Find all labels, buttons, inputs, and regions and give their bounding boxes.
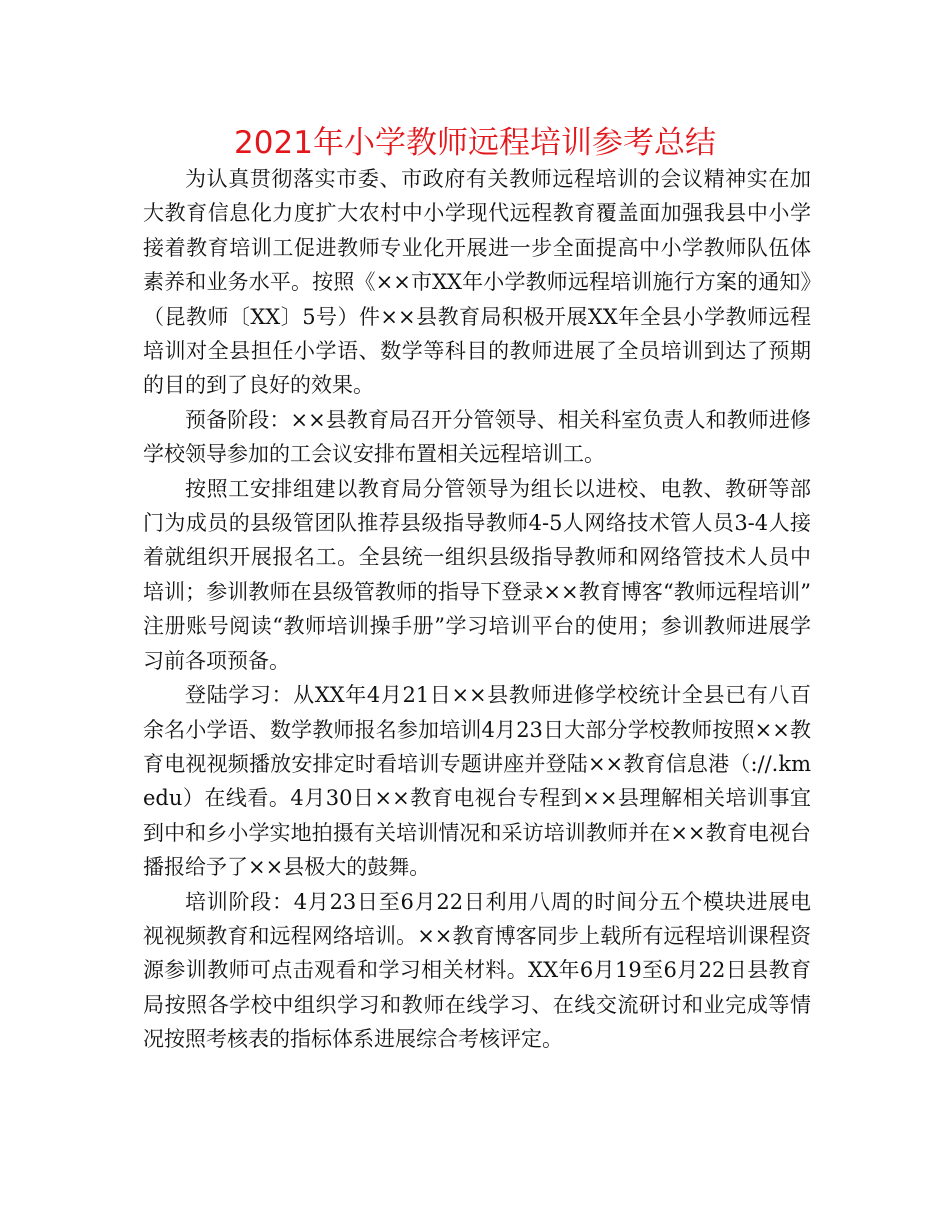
paragraph-intro: 为认真贯彻落实市委、市政府有关教师远程培训的会议精神实在加大教育信息化力度扩大农村中小学现代远程教育覆盖面加强我县中小学接着教育培训工促进教师专业化开展进一步全面提高中小学教师队伍体素养和业务水平。按照《××市XX年小学教师远程培训施行方案的通知》（昆教师〔XX〕5号）件××县教育局积极开展XX年全县小学教师远程培训对全县担任小学语、数学等科目的教师进展了全员培训到达了预期的目的到了良好的效果。 bbox=[143, 167, 811, 398]
paragraph-training-stage: 培训阶段：4月23日至6月22日利用八周的时间分五个模块进展电视视频教育和远程网络培训。××教育博客同步上载所有远程培训课程资源参训教师可点击观看和学习相关材料。XX年6月19至6月22日县教育局按照各学校中组织学习和教师在线学习、在线交流研讨和业完成等情况按照考核表的指标体系进展综合考核评定。 bbox=[143, 889, 811, 1052]
paragraph-preparation-stage: 预备阶段：××县教育局召开分管领导、相关科室负责人和教师进修学校领导参加的工会议安排布置相关远程培训工。 bbox=[143, 407, 811, 467]
paragraph-team-organization: 按照工安排组建以教育局分管领导为组长以进校、电教、教研等部门为成员的县级管团队推荐县级指导教师4-5人网络技术管人员3-4人接着就组织开展报名工。全县统一组织县级指导教师和网络管技术人员中培训；参训教师在县级管教师的指导下登录××教育博客“教师远程培训”注册账号阅读“教师培训操手册”学习培训平台的使用；参训教师进展学习前各项预备。 bbox=[143, 476, 811, 673]
document-title: 2021年小学教师远程培训参考总结 bbox=[234, 125, 716, 161]
document-body bbox=[143, 162, 811, 1057]
paragraph-login-study: 登陆学习：从XX年4月21日××县教师进修学校统计全县已有八百余名小学语、数学教师报名参加培训4月23日大部分学校教师按照××教育电视视频播放安排定时看培训专题讲座并登陆××教育信息港（://.kmedu）在线看。4月30日××教育电视台专程到××县理解相关培训事宜到中和乡小学实地拍摄有关培训情况和采访培训教师并在××教育电视台播报给予了××县极大的鼓舞。 bbox=[143, 683, 811, 880]
